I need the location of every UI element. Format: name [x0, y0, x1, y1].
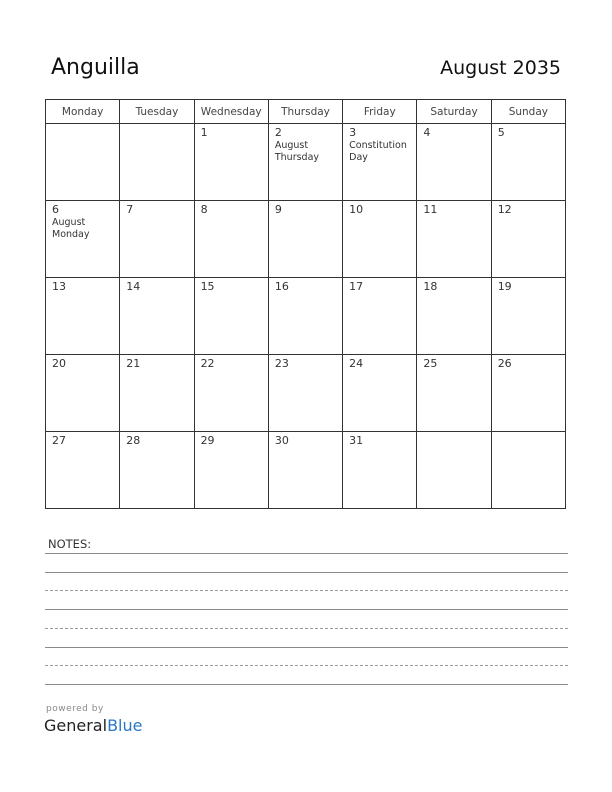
holiday-label — [417, 216, 490, 217]
day-number: 3 — [349, 126, 357, 139]
holiday-label — [343, 293, 416, 294]
day-number: 31 — [349, 434, 364, 447]
day-cell — [417, 124, 491, 201]
day-number: 24 — [349, 357, 364, 370]
day-cell — [417, 355, 491, 432]
calendar-title-month: August 2035 — [440, 57, 561, 79]
day-cell — [120, 124, 194, 201]
holiday-label — [492, 370, 565, 371]
day-number: 7 — [126, 203, 134, 216]
day-cell — [491, 355, 565, 432]
day-number: 23 — [274, 357, 289, 370]
holiday-label — [120, 447, 193, 448]
day-number: 1 — [200, 126, 208, 139]
day-cell — [120, 432, 194, 509]
day-number: 8 — [200, 203, 208, 216]
weekday-friday: Friday — [343, 100, 417, 124]
holiday-label — [269, 370, 342, 371]
day-number: 27 — [52, 434, 66, 447]
powered-by-text: powered by — [46, 704, 104, 714]
note-line — [45, 684, 568, 685]
holiday-label — [195, 447, 268, 448]
day-cell — [46, 432, 120, 509]
day-cell — [268, 355, 342, 432]
day-cell — [491, 278, 565, 355]
holiday-label — [195, 216, 268, 217]
weekday-tuesday: Tuesday — [120, 100, 194, 124]
week-row-2 — [46, 201, 566, 278]
day-number: 13 — [52, 280, 66, 293]
day-number: 11 — [423, 203, 438, 216]
holiday-label — [195, 370, 268, 371]
day-cell — [194, 432, 268, 509]
day-number: 9 — [274, 203, 282, 216]
note-line — [45, 665, 568, 666]
day-number: 20 — [52, 357, 66, 370]
holiday-label — [492, 435, 565, 436]
holiday-label — [195, 293, 268, 294]
day-cell — [491, 201, 565, 278]
holiday-label — [269, 216, 342, 217]
day-cell — [194, 355, 268, 432]
holiday-label: August Thursday — [274, 140, 320, 163]
holiday-label — [492, 216, 565, 217]
day-cell — [268, 124, 342, 201]
day-number: 16 — [274, 280, 289, 293]
day-cell — [491, 124, 565, 201]
holiday-label: August Monday — [52, 217, 90, 240]
holiday-label — [46, 447, 119, 448]
holiday-label — [343, 370, 416, 371]
holiday-label — [269, 293, 342, 294]
weekday-header-row — [46, 100, 566, 124]
holiday-label — [269, 447, 342, 448]
day-cell — [343, 432, 417, 509]
generalblue-logo[interactable] — [44, 716, 142, 735]
day-cell — [120, 355, 194, 432]
day-number: 26 — [497, 357, 512, 370]
day-cell — [46, 355, 120, 432]
holiday-label — [46, 370, 119, 371]
day-cell — [491, 432, 565, 509]
day-number: 25 — [423, 357, 438, 370]
day-cell — [194, 124, 268, 201]
day-number: 18 — [423, 280, 438, 293]
brand-blue: Blue — [107, 716, 143, 735]
week-row-3 — [46, 278, 566, 355]
holiday-label — [417, 293, 490, 294]
holiday-label — [46, 293, 119, 294]
day-cell — [120, 278, 194, 355]
holiday-label — [343, 447, 416, 448]
day-number: 28 — [126, 434, 141, 447]
day-cell — [417, 278, 491, 355]
holiday-label — [120, 216, 193, 217]
holiday-label — [120, 127, 193, 128]
day-number: 17 — [349, 280, 364, 293]
day-number: 19 — [497, 280, 512, 293]
note-line — [45, 628, 568, 629]
notes-label: NOTES: — [48, 537, 92, 551]
day-cell — [46, 124, 120, 201]
day-cell — [46, 201, 120, 278]
holiday-label — [120, 293, 193, 294]
day-number: 12 — [497, 203, 512, 216]
note-line — [45, 553, 568, 554]
day-cell — [417, 201, 491, 278]
holiday-label — [492, 139, 565, 140]
weekday-monday: Monday — [46, 100, 120, 124]
day-cell — [194, 201, 268, 278]
day-number: 4 — [423, 126, 431, 139]
weekday-wednesday: Wednesday — [194, 100, 268, 124]
day-cell — [268, 201, 342, 278]
holiday-label — [417, 139, 490, 140]
day-cell — [46, 278, 120, 355]
day-number: 29 — [200, 434, 215, 447]
holiday-label — [46, 127, 119, 128]
day-number: 22 — [200, 357, 215, 370]
week-row-5 — [46, 432, 566, 509]
day-number: 10 — [349, 203, 364, 216]
day-number: 14 — [126, 280, 141, 293]
day-number: 5 — [497, 126, 505, 139]
weekday-saturday: Saturday — [417, 100, 491, 124]
holiday-label — [195, 139, 268, 140]
holiday-label — [492, 293, 565, 294]
week-row-4 — [46, 355, 566, 432]
note-line — [45, 647, 568, 648]
note-line — [45, 609, 568, 610]
day-number: 21 — [126, 357, 141, 370]
holiday-label — [343, 216, 416, 217]
day-cell — [343, 201, 417, 278]
note-line — [45, 590, 568, 591]
day-cell — [268, 278, 342, 355]
week-row-1 — [46, 124, 566, 201]
weekday-thursday: Thursday — [268, 100, 342, 124]
day-number: 6 — [52, 203, 59, 216]
note-line — [45, 572, 568, 573]
day-cell — [194, 278, 268, 355]
calendar-title-country: Anguilla — [51, 55, 140, 80]
brand-general: General — [44, 716, 108, 735]
day-number: 30 — [274, 434, 289, 447]
calendar-grid — [45, 99, 566, 509]
day-cell — [343, 278, 417, 355]
day-cell — [120, 201, 194, 278]
day-number: 2 — [274, 126, 282, 139]
day-cell — [343, 124, 417, 201]
day-cell — [417, 432, 491, 509]
holiday-label: Constitution Day — [349, 140, 407, 163]
holiday-label — [120, 370, 193, 371]
weekday-sunday: Sunday — [491, 100, 565, 124]
holiday-label — [417, 370, 490, 371]
holiday-label — [417, 435, 490, 436]
day-number: 15 — [200, 280, 215, 293]
day-cell — [343, 355, 417, 432]
day-cell — [268, 432, 342, 509]
